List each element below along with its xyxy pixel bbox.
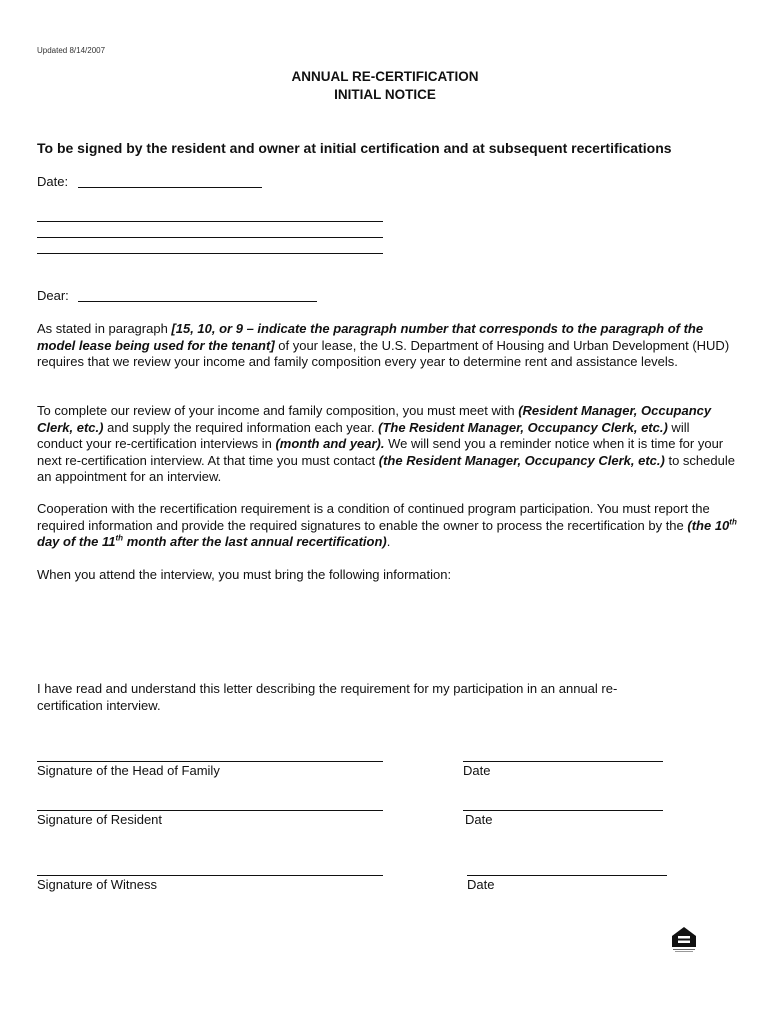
signature-line-witness[interactable]: [37, 875, 383, 876]
para2-placeholder-h: (the Resident Manager, Occupancy Clerk, etc.): [378, 452, 665, 468]
para3-text-a: Cooperation with the recertification requirement is a condition of continued program participation. You must report the required information and provide the required signatures to enable the owner to process the recertification by the: [37, 501, 710, 533]
para2-placeholder-d: (The Resident Manager, Occupancy Clerk, etc.): [378, 419, 668, 435]
dear-field-line[interactable]: [78, 301, 317, 302]
para2-text-g: We will send you a reminder notice when it is time for your next re-certification interview. At that time you must contact: [37, 436, 724, 468]
para2-text-a: To complete our review of your income and family composition, you must meet with: [37, 403, 519, 418]
signature-line-resident[interactable]: [37, 810, 383, 811]
para1-text-a: As stated in paragraph: [37, 321, 172, 336]
para3-text-c: .: [386, 534, 391, 550]
para2-placeholder-b: (Resident Manager, Occupancy Clerk, etc.): [37, 403, 712, 435]
date-label-resident: Date: [465, 812, 493, 827]
signing-instruction: To be signed by the resident and owner at initial certification and at subsequent recertifications: [37, 140, 672, 156]
date-field-line[interactable]: [78, 187, 262, 188]
paragraph-bring-info: When you attend the interview, you must bring the following information:: [37, 567, 452, 582]
para3-sup1: th: [729, 517, 737, 527]
equal-housing-icon: [670, 925, 698, 953]
paragraph-cooperation: [37, 501, 737, 551]
address-line-3[interactable]: [37, 253, 383, 254]
para2-text-e: will conduct your re-certification interviews in: [37, 419, 690, 452]
document-subtitle: INITIAL NOTICE: [334, 87, 436, 102]
date-line-witness[interactable]: [467, 875, 667, 876]
date-line-resident[interactable]: [463, 810, 663, 811]
paragraph-acknowledgement: I have read and understand this letter describing the requirement for my participation in an annual re-certification interview.: [37, 681, 618, 713]
paragraph-lease-reference: [37, 321, 737, 371]
para2-text-c: and supply the required information each year.: [103, 419, 379, 435]
date-label-head-of-family: Date: [463, 763, 491, 778]
para3-sup2: th: [115, 533, 124, 543]
signature-label-head-of-family: Signature of the Head of Family: [37, 763, 220, 778]
address-line-2[interactable]: [37, 237, 383, 238]
updated-date: Updated 8/14/2007: [37, 46, 106, 55]
document-title: ANNUAL RE-CERTIFICATION: [291, 69, 479, 84]
dear-label: Dear:: [37, 288, 69, 303]
para3-deadline-part3: month after the last annual recertification): [123, 534, 387, 550]
para2-placeholder-f: (month and year).: [275, 436, 385, 452]
address-line-1[interactable]: [37, 221, 383, 222]
para2-text-i: to schedule an appointment for an interview.: [37, 452, 735, 485]
para3-deadline-part2: day of the 11: [37, 534, 116, 550]
date-line-head-of-family[interactable]: [463, 761, 663, 762]
signature-label-resident: Signature of Resident: [37, 812, 163, 827]
date-label: Date:: [37, 174, 69, 189]
para1-placeholder: [15, 10, or 9 – indicate the paragraph number that corresponds to the paragraph of the model lease being used for the tenant]: [37, 321, 704, 353]
signature-line-head-of-family[interactable]: [37, 761, 383, 762]
date-label-witness: Date: [467, 877, 495, 892]
para3-deadline-part1: (the 10: [687, 517, 730, 533]
paragraph-meeting-requirement: [37, 403, 737, 486]
para1-text-c: of your lease, the U.S. Department of Housing and Urban Development (HUD) requires that we review your income and family composition every year to determine rent and assistance levels.: [37, 337, 730, 370]
signature-label-witness: Signature of Witness: [37, 877, 157, 892]
